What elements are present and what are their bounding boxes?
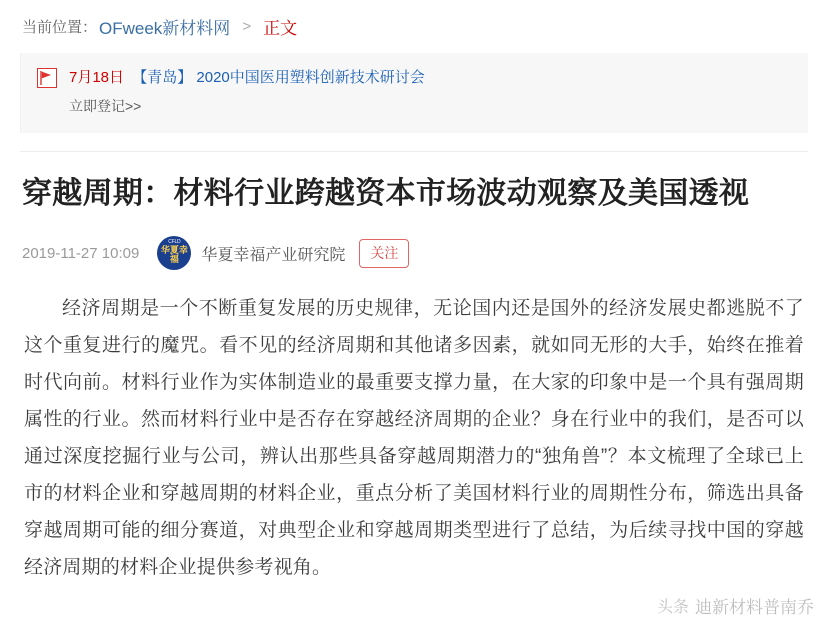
- avatar-top-text: CFLD: [168, 239, 181, 245]
- article-paragraph: 经济周期是一个不断重复发展的历史规律，无论国内还是国外的经济发展史都逃脱不了这个重复进行的魔咒。看不见的经济周期和其他诸多因素，就如同无形的大手，始终在推着时代向前。材料行业作为实体制造业的最重要支撑力量，在大家的印象中是一个具有强周期属性的行业。然而材料行业中是否存在穿越经济周期的企业？身在行业中的我们，是否可以通过深度挖掘行业与公司，辨认出那些具备穿越周期潜力的“独角兽”？本文梳理了全球已上市的材料企业和穿越周期的材料企业，重点分析了美国材料行业的周期性分布，筛选出具备穿越周期可能的细分赛道，对典型企业和穿越周期类型进行了总结，为后续寻找中国的穿越经济周期的材料企业提供参考视角。: [24, 298, 804, 579]
- watermark-logo: 头条: [656, 599, 689, 616]
- promo-register-link[interactable]: 立即登记>>: [69, 97, 142, 114]
- promo-text: [69, 67, 425, 117]
- breadcrumb-separator-icon: >: [242, 18, 252, 35]
- breadcrumb-current: 正文: [263, 19, 298, 38]
- promo-date: 7月18日: [69, 69, 125, 86]
- promo-banner[interactable]: [20, 53, 808, 133]
- author-name[interactable]: 华夏幸福产业研究院: [201, 246, 346, 264]
- divider: [20, 151, 808, 152]
- follow-button[interactable]: 关注: [359, 239, 409, 268]
- publish-time: 2019-11-27 10:09: [22, 244, 140, 262]
- avatar-main-text: 华夏幸福: [160, 244, 188, 264]
- watermark-text: 迪新材料普南乔: [695, 598, 814, 617]
- article-meta: [22, 236, 806, 270]
- promo-row: [37, 67, 792, 117]
- page-title: 穿越周期：材料行业跨越资本市场波动观察及美国透视: [22, 176, 750, 210]
- breadcrumb-label: 当前位置：: [22, 19, 98, 36]
- promo-title[interactable]: 2020中国医用塑料创新技术研讨会: [196, 69, 425, 86]
- avatar[interactable]: [157, 236, 191, 270]
- breadcrumb: [18, 0, 810, 49]
- promo-city: 【青岛】: [132, 69, 193, 86]
- watermark: [657, 593, 814, 618]
- breadcrumb-site-link[interactable]: OFweek新材料网: [99, 19, 231, 38]
- flag-icon: [37, 68, 57, 88]
